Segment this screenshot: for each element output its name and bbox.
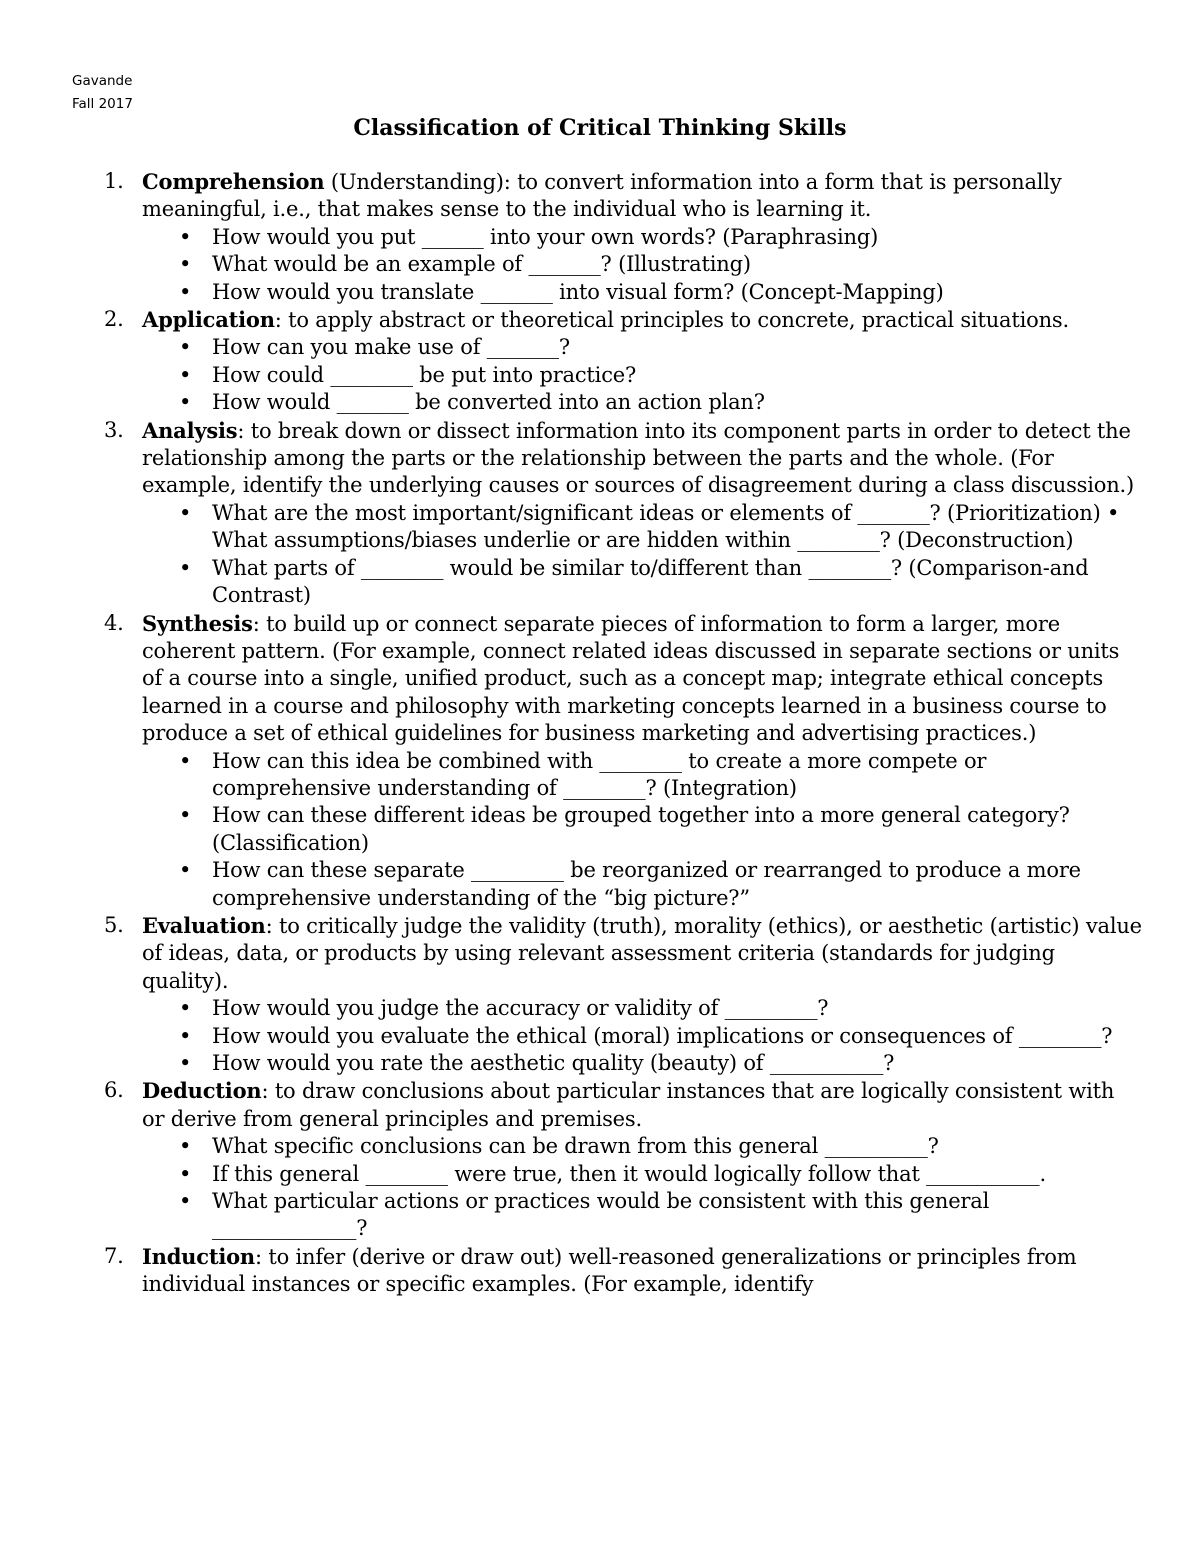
term-label: Fall 2017 <box>72 96 133 112</box>
skill-induction <box>104 1243 1142 1299</box>
bullet-icon: • <box>179 500 192 525</box>
question-text: How can you make use of _______? <box>212 335 570 360</box>
bullet-icon: • <box>179 390 192 415</box>
question-text: How could ________ be put into practice? <box>212 362 637 387</box>
question-item <box>179 802 1142 857</box>
skill-term: Deduction <box>142 1078 262 1104</box>
question-item <box>179 279 1142 306</box>
skill-term: Application <box>142 307 275 333</box>
question-item <box>179 251 1142 278</box>
skill-definition: : to build up or connect separate pieces of information to form a larger, more coherent pattern. (For example, connect related ideas discussed in separate sections or units of a course into a single, unified product, such as a concept map; integrate ethical concepts learned in a course and philosophy with marketing concepts learned in a business course to produce a set of ethical guidelines for business marketing and advertising practices.) <box>142 611 1120 746</box>
question-item <box>179 389 1142 416</box>
question-item <box>179 500 1142 555</box>
skill-description <box>142 1077 1142 1133</box>
list-number: 6. <box>104 1078 124 1103</box>
question-list <box>179 748 1142 912</box>
question-item <box>179 362 1142 389</box>
question-list <box>179 1133 1142 1243</box>
question-item <box>179 1133 1142 1160</box>
question-list <box>179 334 1142 416</box>
skill-application <box>104 306 1142 417</box>
skill-term: Synthesis <box>142 610 253 636</box>
page-title: Classification of Critical Thinking Skills <box>353 115 847 141</box>
question-text: How would _______ be converted into an action plan? <box>212 390 765 415</box>
bullet-icon: • <box>179 858 192 883</box>
skill-term: Analysis <box>142 417 238 443</box>
skills-list <box>104 168 1142 1299</box>
skill-definition: : to infer (derive or draw out) well-reasoned generalizations or principles from individual instances or specific examples. (For example, identify <box>142 1244 1077 1297</box>
skill-term: Induction <box>142 1243 255 1269</box>
question-text: How can these different ideas be grouped together into a more general category? (Classification) <box>212 803 1070 855</box>
bullet-icon: • <box>179 996 192 1021</box>
question-item <box>179 995 1142 1022</box>
list-number: 3. <box>104 417 124 442</box>
bullet-icon: • <box>179 748 192 773</box>
question-item <box>179 1050 1142 1077</box>
question-item <box>179 857 1142 912</box>
bullet-icon: • <box>179 803 192 828</box>
bullet-icon: • <box>179 279 192 304</box>
list-number: 7. <box>104 1243 124 1268</box>
bullet-icon: • <box>179 1189 192 1214</box>
question-text: What specific conclusions can be drawn from this general __________? <box>212 1134 939 1159</box>
question-list <box>179 995 1142 1077</box>
question-text: What are the most important/significant ideas or elements of _______? (Prioritization) • What assumptions/biases underlie or are hidden within ________? (Deconstruction) <box>212 500 1120 553</box>
skill-description <box>142 417 1142 500</box>
list-number: 1. <box>104 169 124 193</box>
skill-definition: : to break down or dissect information into its component parts in order to detect the relationship among the parts or the relationship between the parts and the whole. (For example, identify the underlying causes or sources of disagreement during a class discussion.) <box>142 418 1135 498</box>
bullet-icon: • <box>179 1134 192 1159</box>
author-name: Gavande <box>72 73 133 89</box>
skill-synthesis <box>104 610 1142 912</box>
bullet-icon: • <box>179 362 192 387</box>
skill-definition: : to critically judge the validity (truth), morality (ethics), or aesthetic (artistic) value of ideas, data, or products by using relevant assessment criteria (standards for judging quality). <box>142 913 1142 993</box>
bullet-icon: • <box>179 1161 192 1186</box>
skill-comprehension <box>104 168 1142 306</box>
question-text: What would be an example of _______? (Illustrating) <box>212 252 751 277</box>
question-text: What particular actions or practices would be consistent with this general ______________? <box>212 1189 990 1241</box>
skill-description <box>142 306 1142 334</box>
list-number: 4. <box>104 610 124 635</box>
skill-definition: (Understanding): to convert information into a form that is personally meaningful, i.e., that makes sense to the individual who is learning it. <box>142 170 1062 222</box>
question-item <box>179 334 1142 361</box>
question-item <box>179 224 1142 251</box>
bullet-icon: • <box>179 252 192 277</box>
question-text: How can this idea be combined with ________ to create a more compete or comprehensive understanding of ________? (Integration) <box>212 748 987 800</box>
question-item <box>179 555 1142 610</box>
skill-term: Comprehension <box>142 169 325 194</box>
question-item <box>179 748 1142 803</box>
skill-term: Evaluation <box>142 912 266 938</box>
skill-description <box>142 912 1142 995</box>
skill-definition: : to apply abstract or theoretical principles to concrete, practical situations. <box>274 308 1069 333</box>
question-text: How can these separate _________ be reorganized or rearranged to produce a more comprehensive understanding of the “big picture?” <box>212 858 1081 910</box>
skill-evaluation <box>104 912 1142 1077</box>
question-text: If this general ________ were true, then it would logically follow that ___________. <box>212 1161 1046 1186</box>
skill-definition: : to draw conclusions about particular instances that are logically consistent with or derive from general principles and premises. <box>142 1079 1115 1131</box>
question-text: How would you rate the aesthetic quality (beauty) of ___________? <box>212 1051 895 1075</box>
skill-analysis <box>104 417 1142 610</box>
question-list <box>179 500 1142 610</box>
list-number: 2. <box>104 307 124 332</box>
question-text: What parts of ________ would be similar to/different than ________? (Comparison-and Contrast) <box>212 555 1089 608</box>
bullet-icon: • <box>179 224 192 249</box>
question-text: How would you put ______ into your own words? (Paraphrasing) <box>212 224 879 249</box>
question-list <box>179 224 1142 306</box>
bullet-icon: • <box>179 1023 192 1048</box>
list-number: 5. <box>104 912 124 937</box>
skill-description <box>142 168 1142 224</box>
question-text: How would you judge the accuracy or validity of _________? <box>212 996 829 1021</box>
bullet-icon: • <box>179 555 192 580</box>
skill-description <box>142 610 1142 748</box>
question-text: How would you translate _______ into visual form? (Concept-Mapping) <box>212 279 944 304</box>
question-item <box>179 1188 1142 1243</box>
document-header <box>72 70 133 116</box>
question-item <box>179 1161 1142 1188</box>
question-item <box>179 1023 1142 1050</box>
skill-description <box>142 1243 1142 1299</box>
question-text: How would you evaluate the ethical (moral) implications or consequences of ________? <box>212 1023 1113 1048</box>
bullet-icon: • <box>179 335 192 360</box>
bullet-icon: • <box>179 1051 192 1075</box>
skill-deduction <box>104 1077 1142 1242</box>
